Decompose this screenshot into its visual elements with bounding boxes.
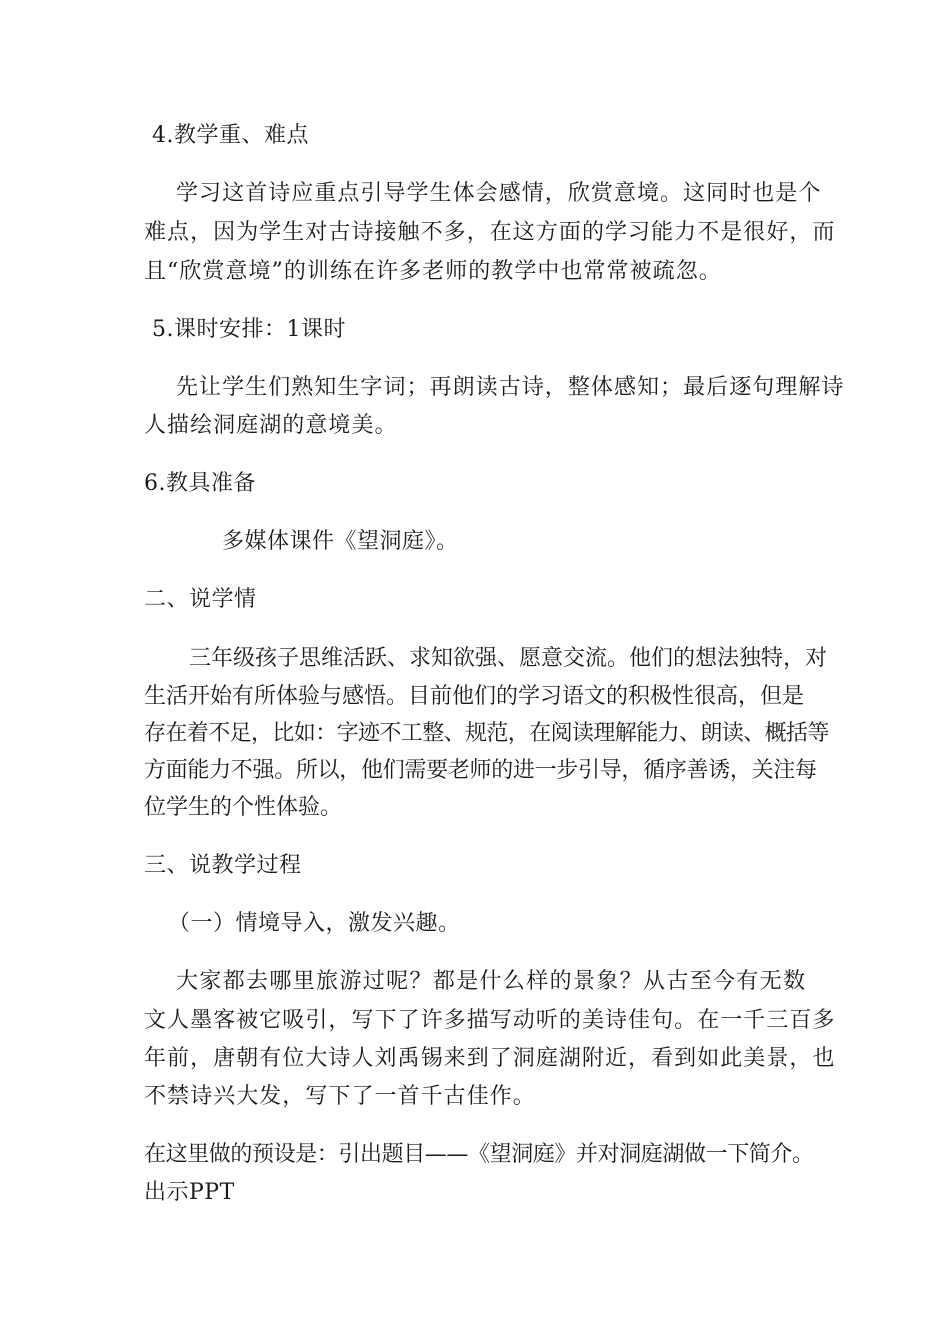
paragraph-line: 位学生的个性体验。: [144, 795, 343, 820]
paragraph-line: 三年级孩子思维活跃、求知欲强、愿意交流。他们的想法独特，对: [189, 646, 828, 671]
note-line: 出示PPT: [144, 1180, 235, 1205]
paragraph-line: 学习这首诗应重点引导学生体会感情，欣赏意境。这同时也是个: [176, 181, 822, 206]
paragraph-line: 文人墨客被它吸引，写下了许多描写动听的美诗佳句。在一千三百多: [144, 1008, 836, 1033]
paragraph-line: 不禁诗兴大发，写下了一首千古佳作。: [144, 1084, 536, 1109]
paragraph-line: 人描绘洞庭湖的意境美。: [144, 413, 398, 438]
section-heading-learning-situation: 二、说学情: [144, 587, 257, 612]
paragraph-line: 大家都去哪里旅游过呢？都是什么样的景象？从古至今有无数: [176, 969, 807, 994]
section-heading-focus-difficulty: 4.教学重、难点: [152, 123, 309, 148]
paragraph-line: 生活开始有所体验与感悟。目前他们的学习语文的积极性很高，但是: [144, 684, 805, 709]
section-heading-teaching-aids: 6.教具准备: [144, 471, 256, 496]
section-heading-teaching-process: 三、说教学过程: [144, 853, 302, 878]
paragraph-line: 存在着不足，比如：字迹不工整、规范，在阅读理解能力、朗读、概括等: [144, 721, 829, 746]
paragraph-line: 方面能力不强。所以，他们需要老师的进一步引导，循序善诱，关注每: [144, 758, 817, 783]
paragraph-line: 且“欣赏意境”的训练在许多老师的教学中也常常被疏忽。: [144, 259, 722, 284]
subsection-heading-introduction: （一）情境导入，激发兴趣。: [168, 911, 461, 936]
paragraph-line: 难点，因为学生对古诗接触不多，在这方面的学习能力不是很好，而: [144, 220, 836, 245]
paragraph-line: 多媒体课件《望洞庭》。: [222, 529, 459, 554]
note-line: 在这里做的预设是：引出题目——《望洞庭》并对洞庭湖做一下简介。: [144, 1142, 814, 1167]
section-heading-schedule: 5.课时安排：1课时: [152, 317, 346, 342]
paragraph-line: 先让学生们熟知生字词；再朗读古诗，整体感知；最后逐句理解诗: [176, 375, 845, 400]
paragraph-line: 年前，唐朝有位大诗人刘禹锡来到了洞庭湖附近，看到如此美景，也: [144, 1046, 836, 1071]
